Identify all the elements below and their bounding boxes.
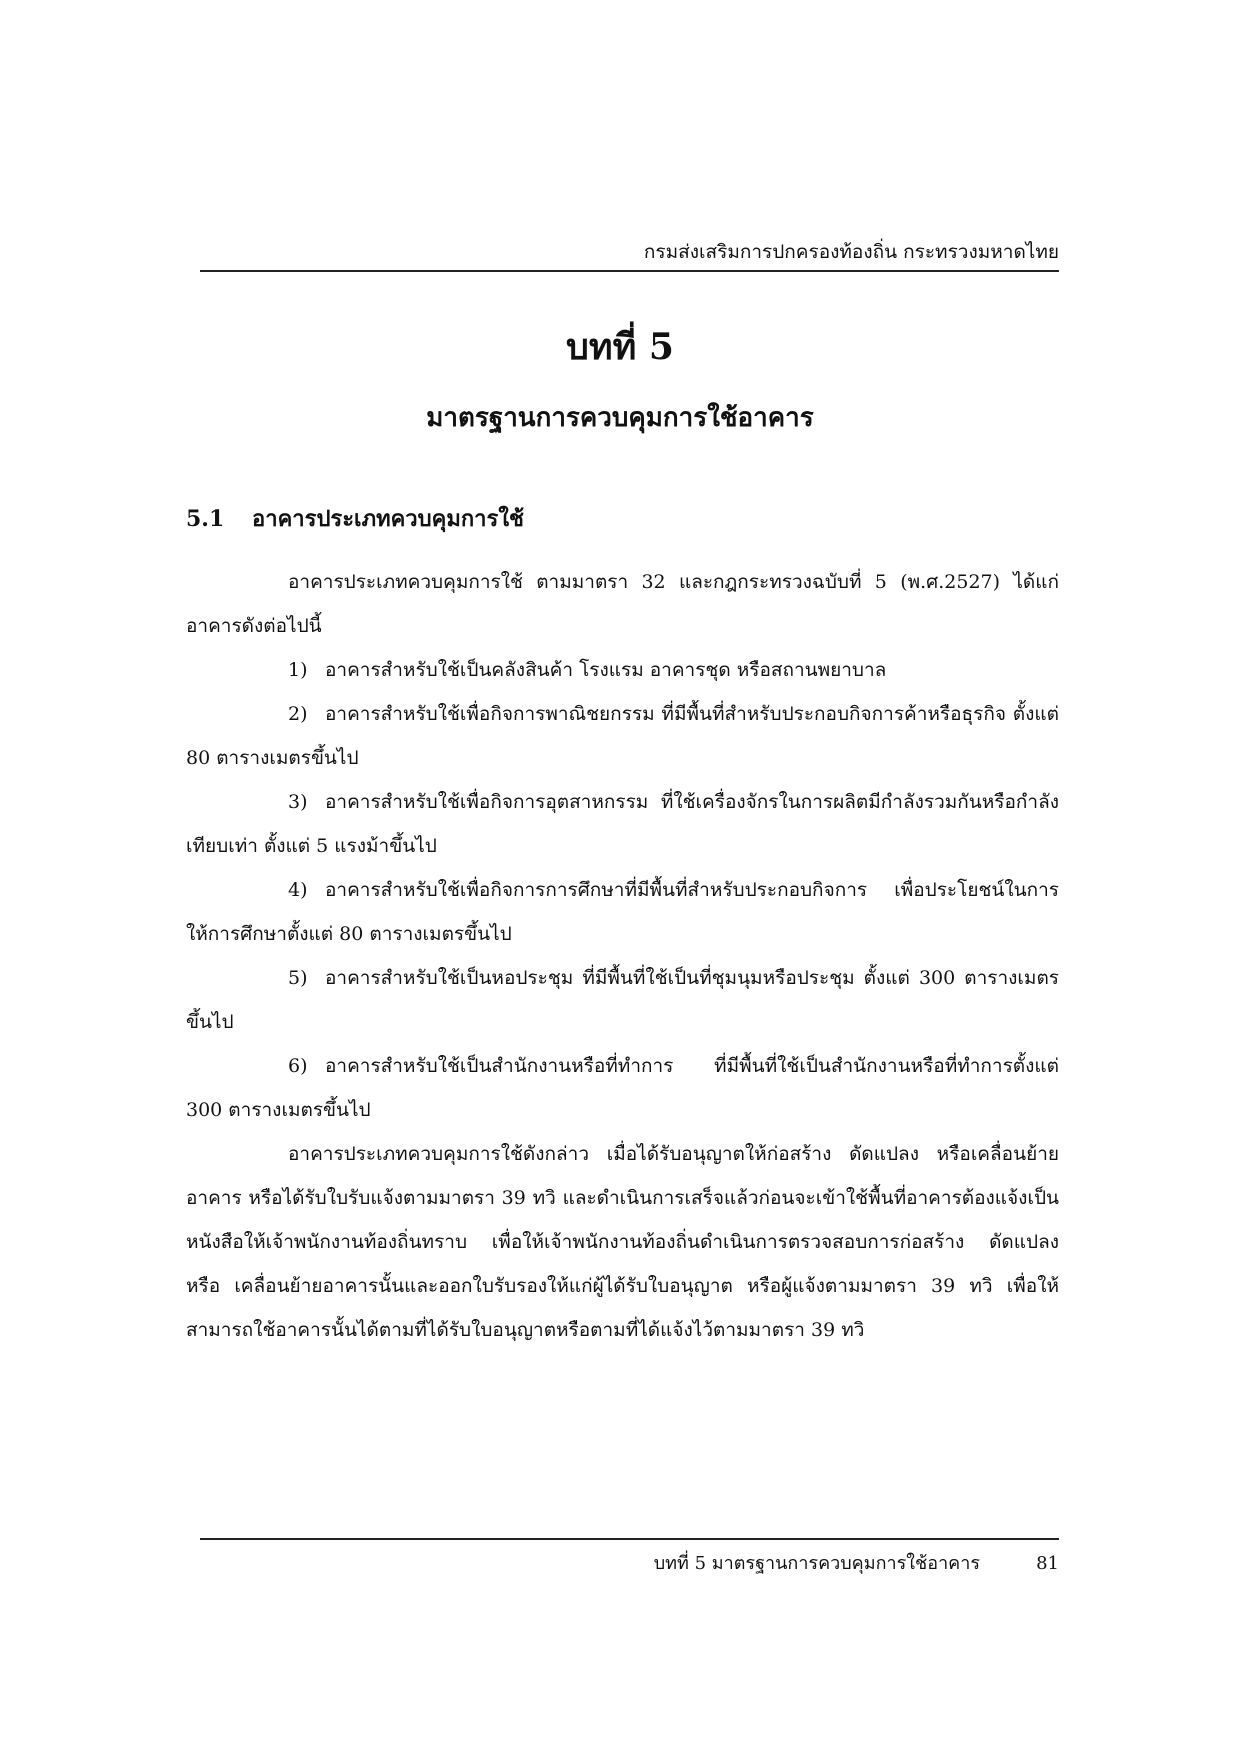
list-item-number: 3) <box>288 791 308 813</box>
list-item-text: อาคารสำหรับใช้เพื่อกิจการพาณิชยกรรม ที่มีพื้นที่สำหรับประกอบกิจการค้าหรือธุรกิจ ตั้งแต่ 80 ตารางเมตรขึ้นไป <box>186 703 1059 769</box>
list-item-number: 5) <box>288 967 308 989</box>
section-number: 5.1 <box>186 506 225 532</box>
chapter-title: บทที่ 5 <box>566 326 674 368</box>
list-item-number: 4) <box>288 879 308 901</box>
list-item <box>186 780 1059 868</box>
list-item <box>186 1044 1059 1132</box>
list-item-text: อาคารสำหรับใช้เป็นสำนักงานหรือที่ทำการ ที่มีพื้นที่ใช้เป็นสำนักงานหรือที่ทำการตั้งแต่ 300 ตารางเมตรขึ้นไป <box>186 1055 1059 1121</box>
section-title: อาคารประเภทควบคุมการใช้ <box>252 506 524 532</box>
section-heading <box>186 502 524 536</box>
list-item <box>186 868 1059 956</box>
body-text <box>186 560 1059 1352</box>
intro-paragraph: อาคารประเภทควบคุมการใช้ ตามมาตรา 32 และกฎกระทรวงฉบับที่ 5 (พ.ศ.2527) ได้แก่อาคารดังต่อไปนี้ <box>186 571 1059 637</box>
list-item <box>186 956 1059 1044</box>
chapter-subtitle: มาตรฐานการควบคุมการใช้อาคาร <box>426 403 814 433</box>
page-number: 81 <box>1036 1553 1059 1574</box>
list-item <box>186 648 1059 692</box>
header-rule <box>200 270 1059 272</box>
list-item-text: อาคารสำหรับใช้เพื่อกิจการอุตสาหกรรม ที่ใช้เครื่องจักรในการผลิตมีกำลังรวมกันหรือกำลังเทียบเท่า ตั้งแต่ 5 แรงม้าขึ้นไป <box>186 791 1059 857</box>
list-item-text: อาคารสำหรับใช้เป็นคลังสินค้า โรงแรม อาคารชุด หรือสถานพยาบาล <box>325 659 887 681</box>
list-item-number: 6) <box>288 1055 308 1077</box>
footer-chapter-label: บทที่ 5 มาตรฐานการควบคุมการใช้อาคาร <box>653 1553 980 1574</box>
list-item-number: 1) <box>288 659 308 681</box>
list-item <box>186 692 1059 780</box>
closing-paragraph: อาคารประเภทควบคุมการใช้ดังกล่าว เมื่อได้รับอนุญาตให้ก่อสร้าง ดัดแปลง หรือเคลื่อนย้ายอาคาร หรือได้รับใบรับแจ้งตามมาตรา 39 ทวิ และดำเนินการเสร็จแล้วก่อนจะเข้าใช้พื้นที่อาคารต้องแจ้งเป็นหนังสือให้เจ้าพนักงานท้องถิ่นทราบ เพื่อให้เจ้าพนักงานท้องถิ่นดำเนินการตรวจสอบการก่อสร้าง ดัดแปลง หรือ เคลื่อนย้ายอาคารนั้นและออกใบรับรองให้แก่ผู้ได้รับใบอนุญาต หรือผู้แจ้งตามมาตรา 39 ทวิ เพื่อให้สามารถใช้อาคารนั้นได้ตามที่ได้รับใบอนุญาตหรือตามที่ได้แจ้งไว้ตามมาตรา 39 ทวิ <box>186 1143 1059 1341</box>
list-item-text: อาคารสำหรับใช้เป็นหอประชุม ที่มีพื้นที่ใช้เป็นที่ชุมนุมหรือประชุม ตั้งแต่ 300 ตารางเมตรขึ้นไป <box>186 967 1059 1033</box>
footer-rule <box>200 1538 1059 1540</box>
running-header: กรมส่งเสริมการปกครองท้องถิ่น กระทรวงมหาดไทย <box>643 241 1059 263</box>
list-item-text: อาคารสำหรับใช้เพื่อกิจการการศึกษาที่มีพื้นที่สำหรับประกอบกิจการ เพื่อประโยชน์ในการให้การศึกษาตั้งแต่ 80 ตารางเมตรขึ้นไป <box>186 879 1059 945</box>
list-item-number: 2) <box>288 703 308 725</box>
